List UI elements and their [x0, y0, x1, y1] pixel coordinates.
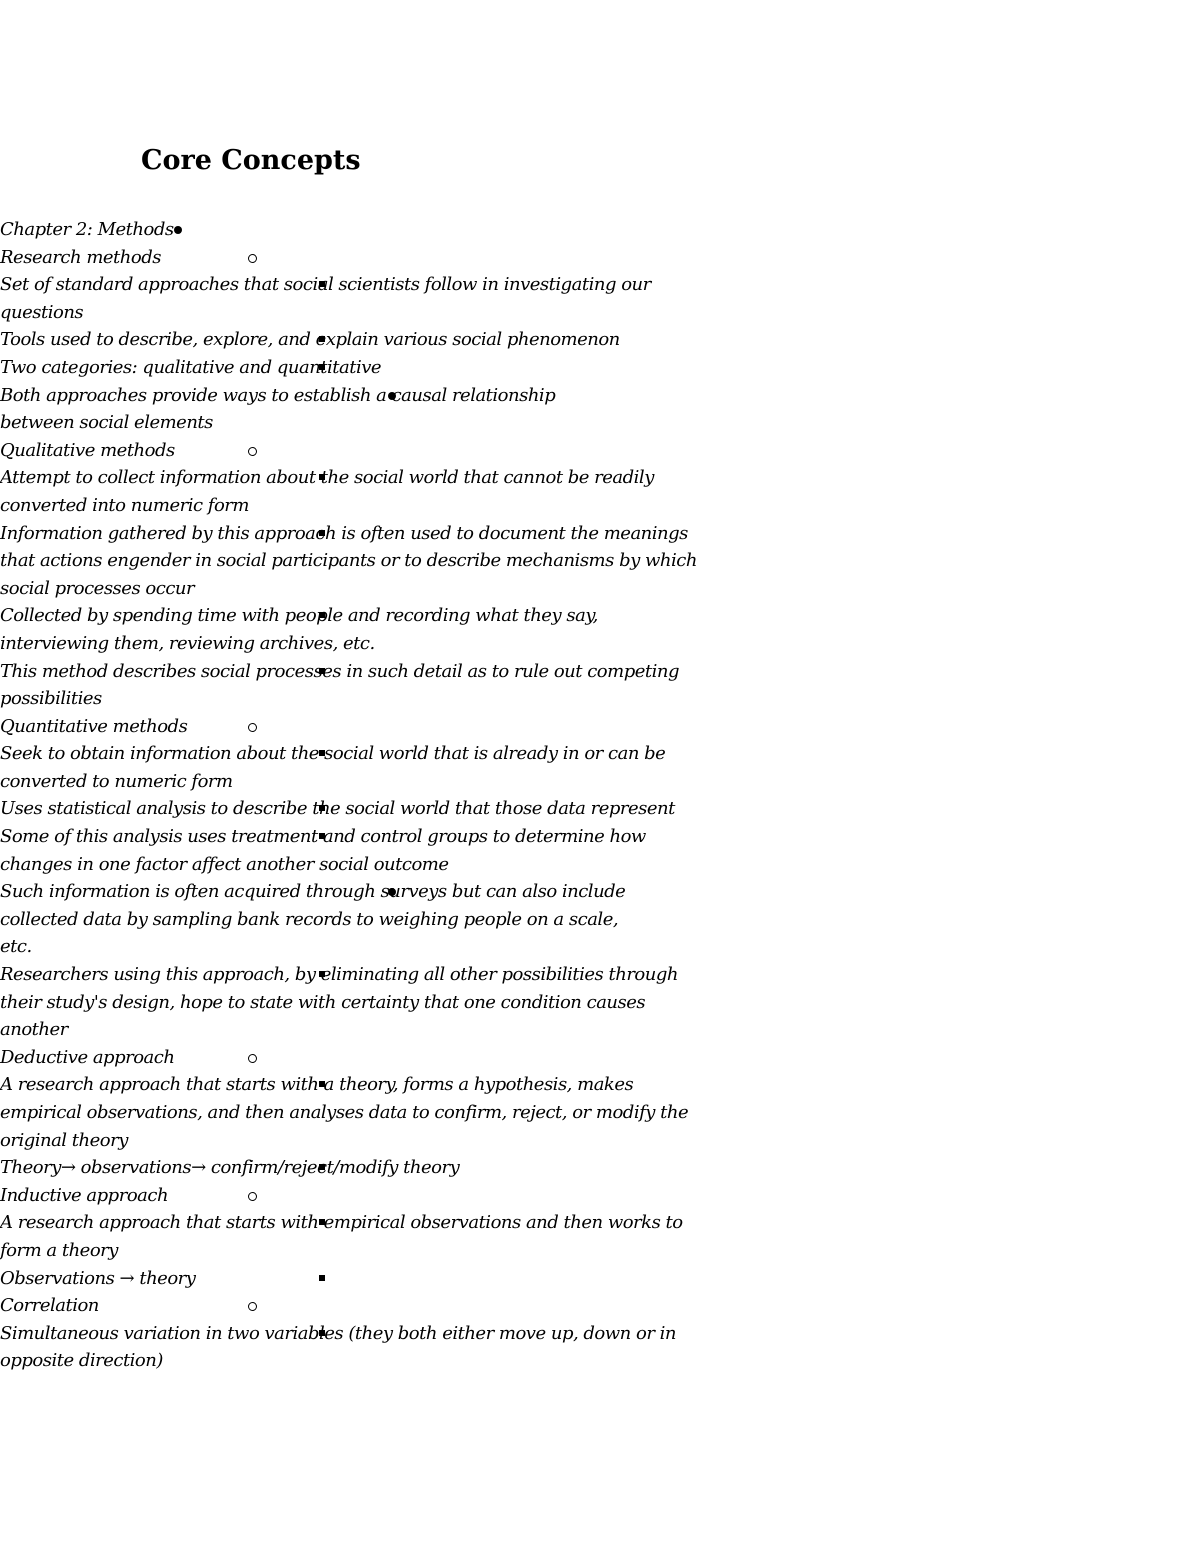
- list-item-text: Chapter 2: Methods: [0, 219, 174, 240]
- list-item-text: Tools used to describe, explore, and explain various social phenomenon: [0, 329, 620, 351]
- list-item-text: This method describes social processes in such detail as to rule out competing possibilities: [0, 660, 679, 710]
- list-item-text: Seek to obtain information about the social world that is already in or can be converted to numeric form: [0, 743, 666, 792]
- list-item: [0, 823, 705, 878]
- list-item: [0, 961, 705, 1044]
- list-item: [0, 326, 705, 354]
- list-item: [0, 795, 705, 823]
- list-item-text: Researchers using this approach, by eliminating all other possibilities through their study's design, hope to state with certainty that one condition causes another: [0, 964, 678, 1041]
- list-item-text: Uses statistical analysis to describe the social world that those data represent: [0, 798, 675, 820]
- page-title: Core Concepts: [141, 145, 361, 176]
- list-item: [0, 271, 705, 326]
- list-item-text: Deductive approach: [0, 1046, 175, 1068]
- list-item: [0, 1071, 705, 1154]
- list-item-text: Such information is often acquired through surveys but can also include collected data by sampling bank records to weighing people on a scale, etc.: [0, 881, 626, 958]
- list-item: [0, 354, 705, 382]
- list-item: [0, 658, 705, 713]
- list-item-text: Attempt to collect information about the social world that cannot be readily converted into numeric form: [0, 467, 654, 516]
- list-item: [0, 1209, 705, 1264]
- list-item: [0, 1044, 770, 1072]
- list-item: [0, 1182, 770, 1210]
- list-item-text: Some of this analysis uses treatment and control groups to determine how changes in one factor affect another social outcome: [0, 826, 646, 875]
- list-item: [0, 713, 770, 741]
- list-item: [0, 216, 840, 244]
- list-item-text: Information gathered by this approach is often used to document the meanings that actions engender in social participants or to describe mechanisms by which social processes occur: [0, 522, 697, 599]
- list-item: [0, 1265, 705, 1293]
- list-item: [0, 740, 705, 795]
- list-item-text: Quantitative methods: [0, 715, 188, 737]
- list-item-text: Observations → theory: [0, 1267, 196, 1289]
- list-item: [0, 464, 705, 519]
- list-item: [0, 1292, 770, 1320]
- list-item-text: A research approach that starts with empirical observations and then works to form a theory: [0, 1212, 683, 1261]
- list-item-text: Simultaneous variation in two variables (they both either move up, down or in opposite direction): [0, 1322, 677, 1372]
- list-item-text: Theory→ observations→ confirm/reject/modify theory: [0, 1157, 460, 1179]
- list-item: [0, 382, 630, 437]
- list-item-text: Qualitative methods: [0, 439, 175, 461]
- list-item: [0, 1154, 705, 1182]
- list-item: [0, 520, 705, 603]
- list-item-text: Collected by spending time with people and recording what they say, interviewing them, reviewing archives, etc.: [0, 605, 598, 654]
- list-item-text: Research methods: [0, 246, 161, 268]
- outline-list: [0, 216, 1200, 1375]
- list-item-text: Inductive approach: [0, 1184, 169, 1206]
- list-item: [0, 878, 630, 961]
- list-item: [0, 602, 705, 657]
- list-item: [0, 437, 770, 465]
- list-item-text: Both approaches provide ways to establish a causal relationship between social elements: [0, 384, 556, 434]
- list-item: [0, 1320, 705, 1375]
- list-item-text: Set of standard approaches that social scientists follow in investigating our questions: [0, 274, 651, 323]
- list-item-text: Two categories: qualitative and quantitative: [0, 356, 382, 378]
- list-item-text: Correlation: [0, 1295, 99, 1317]
- list-item: [0, 244, 770, 272]
- list-item-text: A research approach that starts with a theory, forms a hypothesis, makes empirical observations, and then analyses data to confirm, reject, or modify the original theory: [0, 1074, 689, 1151]
